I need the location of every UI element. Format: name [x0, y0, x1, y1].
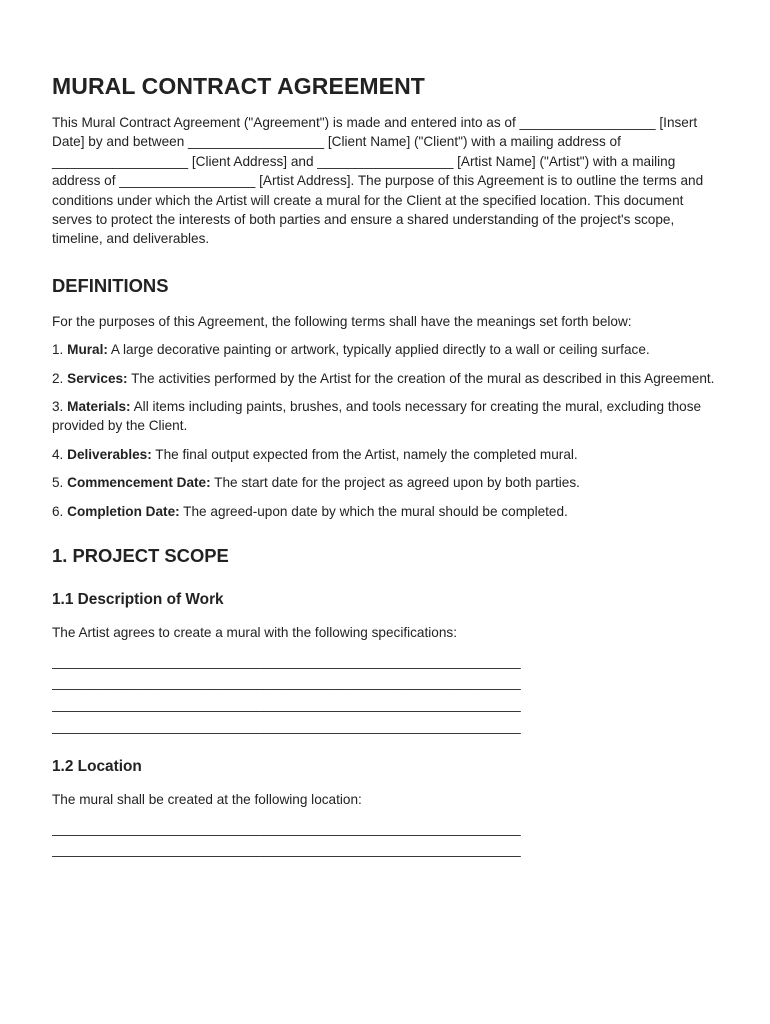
definition-number: 2.	[52, 370, 68, 386]
definition-term: Materials:	[67, 399, 131, 415]
description-of-work-text: The Artist agrees to create a mural with the following specifications:	[52, 625, 457, 641]
definition-item	[52, 340, 720, 359]
definition-term: Commencement Date:	[67, 475, 211, 491]
definitions-lead: For the purposes of this Agreement, the following terms shall have the meanings set forth below:	[52, 313, 632, 329]
blank-line: ______________________________________________________________	[52, 842, 521, 858]
description-blank-lines	[52, 651, 720, 738]
definition-number: 3.	[52, 399, 68, 415]
definition-text: The start date for the project as agreed upon by both parties.	[210, 475, 580, 491]
description-of-work-heading: 1.1 Description of Work	[52, 591, 224, 609]
project-scope-heading: 1. PROJECT SCOPE	[52, 545, 229, 567]
definition-text: All items including paints, brushes, and tools necessary for creating the mural, excluding those provided by the Client.	[52, 399, 702, 434]
blank-line: ______________________________________________________________	[52, 675, 521, 691]
definition-number: 4.	[52, 446, 68, 462]
definition-number: 5.	[52, 475, 68, 491]
definition-term: Completion Date:	[67, 503, 180, 519]
definition-term: Deliverables:	[67, 446, 152, 462]
definition-item	[52, 445, 720, 464]
blank-line: ______________________________________________________________	[52, 653, 521, 669]
definitions-list	[52, 340, 720, 521]
intro-paragraph: This Mural Contract Agreement ("Agreement") is made and entered into as of __________________ [Insert Date] by and between __________________ [Client Name] ("Client") with a mailing address of __________________ [Client Address] and __________________ [Artist Name] ("Artist") with a mailing address of __________________ [Artist Address]. The purpose of this Agreement is to outline the terms and conditions under which the Artist will create a mural for the Client at the specified location. This document serves to protect the interests of both parties and ensure a shared understanding of the project's scope, timeline, and deliverables.	[52, 115, 704, 247]
definitions-heading: DEFINITIONS	[52, 274, 169, 296]
definition-text: A large decorative painting or artwork, typically applied directly to a wall or ceiling surface.	[107, 342, 650, 358]
definition-text: The agreed-upon date by which the mural should be completed.	[179, 503, 568, 519]
location-blank-lines	[52, 818, 720, 861]
definition-number: 1.	[52, 342, 68, 358]
location-text: The mural shall be created at the following location:	[52, 792, 362, 808]
definition-term: Mural:	[67, 342, 108, 358]
definition-number: 6.	[52, 503, 68, 519]
blank-line: ______________________________________________________________	[52, 820, 521, 836]
definition-text: The activities performed by the Artist for the creation of the mural as described in this Agreement.	[127, 370, 715, 386]
document-title: MURAL CONTRACT AGREEMENT	[52, 73, 425, 99]
definition-term: Services:	[67, 370, 128, 386]
definition-item	[52, 473, 720, 492]
definition-item	[52, 369, 720, 388]
location-heading: 1.2 Location	[52, 758, 142, 776]
blank-line: ______________________________________________________________	[52, 718, 521, 734]
document-content	[52, 70, 720, 861]
definition-item	[52, 502, 720, 521]
definition-text: The final output expected from the Artist, namely the completed mural.	[151, 446, 578, 462]
definition-item	[52, 397, 720, 436]
blank-line: ______________________________________________________________	[52, 696, 521, 712]
